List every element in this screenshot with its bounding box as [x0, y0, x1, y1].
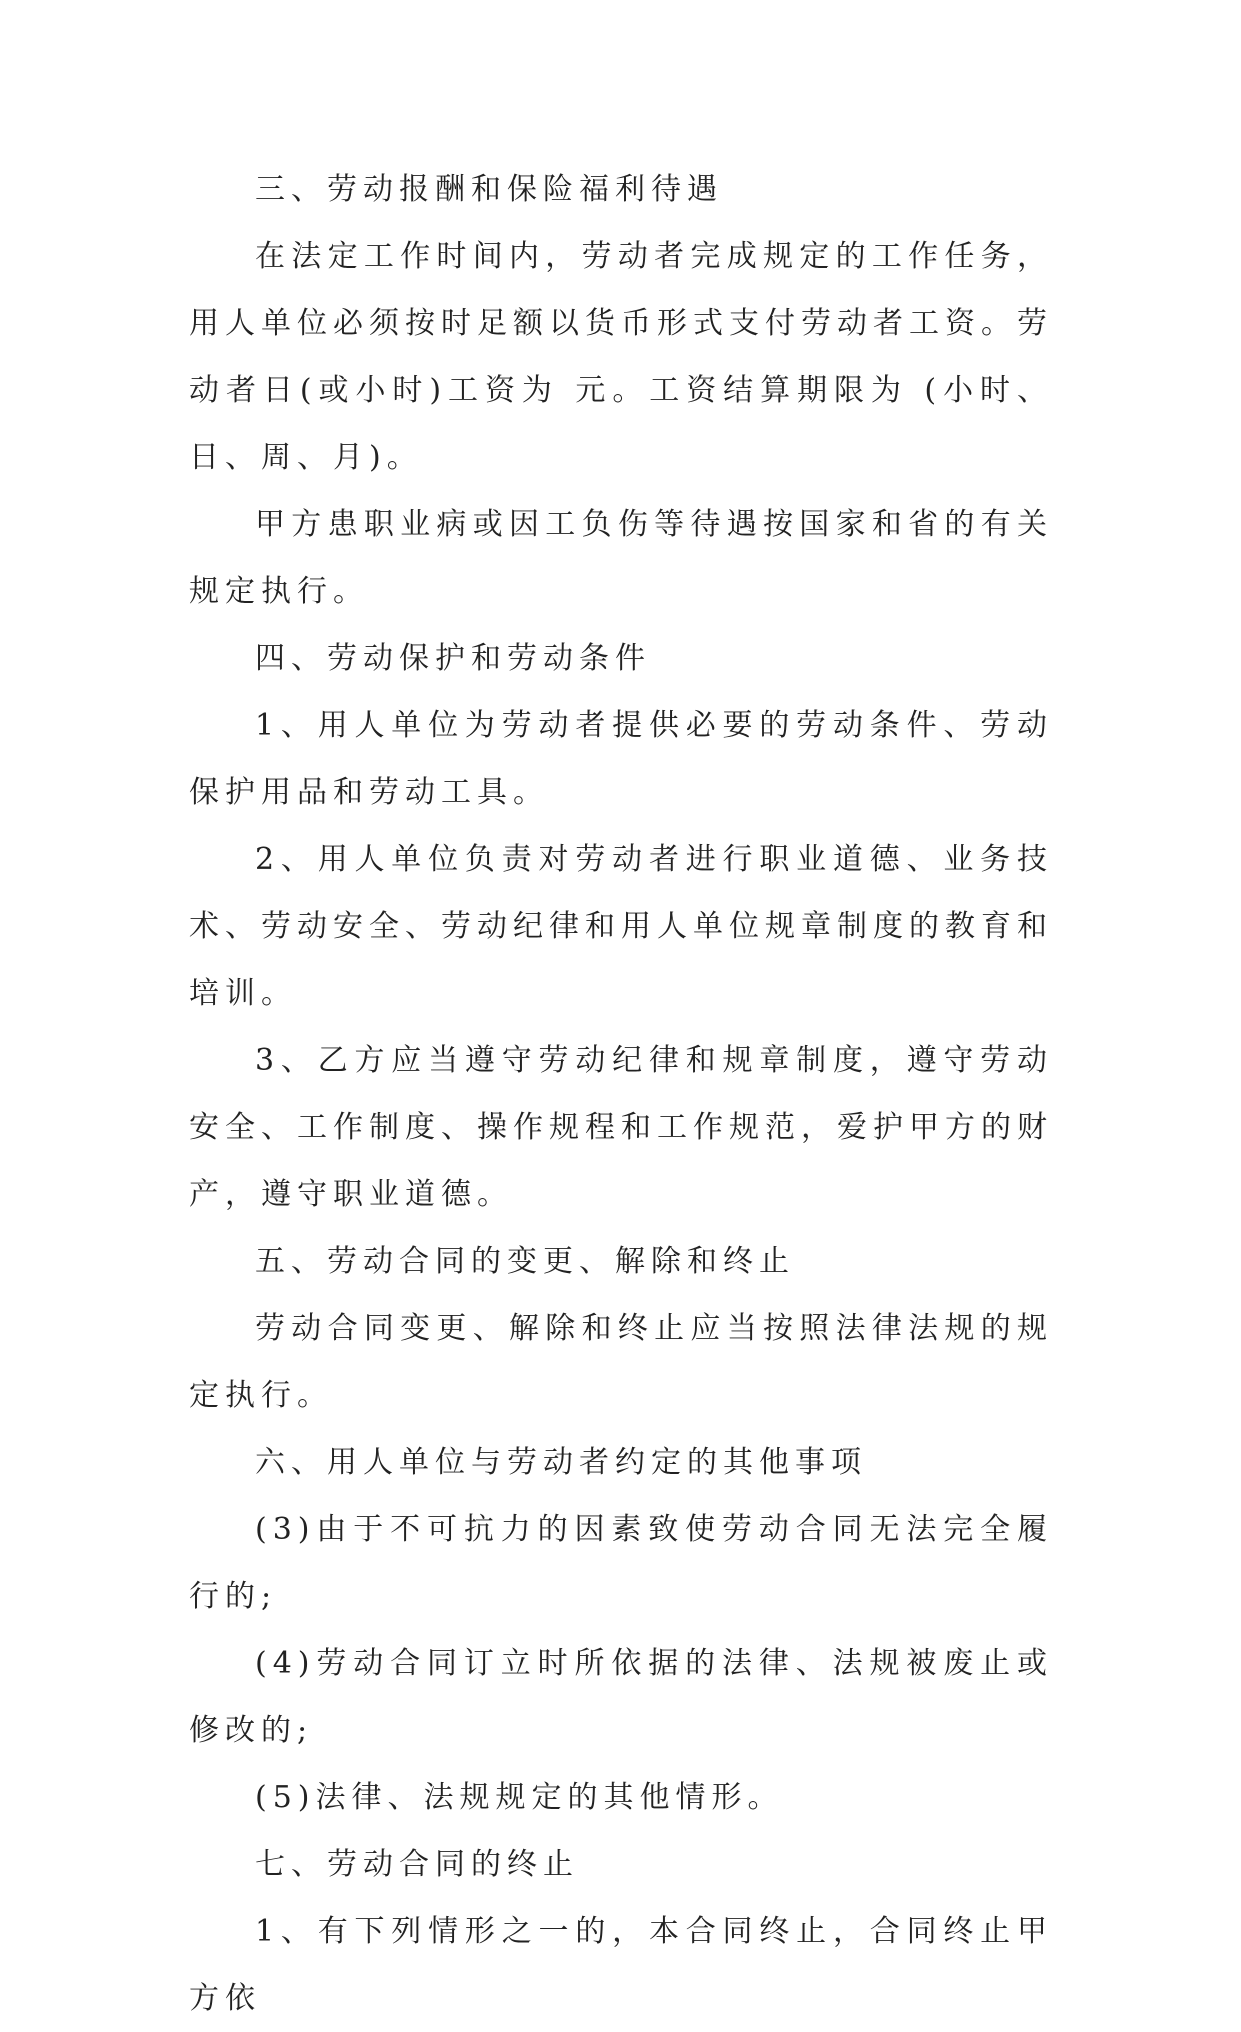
paragraph-contract-change: 劳动合同变更、解除和终止应当按照法律法规的规定执行。	[189, 1311, 1053, 1413]
paragraph-termination-item-1: 1、有下列情形之一的，本合同终止，合同终止甲方依	[189, 1914, 1053, 2016]
section-heading-other-matters: 六、用人单位与劳动者约定的其他事项	[255, 1445, 867, 1480]
paragraph-item-3-discipline: 3、乙方应当遵守劳动纪律和规章制度，遵守劳动安全、工作制度、操作规程和工作规范，爱护甲方的财产，遵守职业道德。	[189, 1043, 1053, 1212]
document-body	[189, 156, 1053, 2032]
section-heading-contract-change: 五、劳动合同的变更、解除和终止	[255, 1244, 795, 1279]
paragraph-item-1-conditions: 1、用人单位为劳动者提供必要的劳动条件、劳动保护用品和劳动工具。	[189, 708, 1053, 810]
paragraph-item-3-force-majeure: (3)由于不可抗力的因素致使劳动合同无法完全履行的;	[189, 1512, 1053, 1614]
paragraph-wage-payment: 在法定工作时间内，劳动者完成规定的工作任务，用人单位必须按时足额以货币形式支付劳动者工资。劳动者日(或小时)工资为 元。工资结算期限为 (小时、日、周、月)。	[189, 239, 1053, 475]
paragraph-occupational-injury: 甲方患职业病或因工负伤等待遇按国家和省的有关规定执行。	[189, 507, 1053, 609]
paragraph-item-2-training: 2、用人单位负责对劳动者进行职业道德、业务技术、劳动安全、劳动纪律和用人单位规章制度的教育和培训。	[189, 842, 1053, 1011]
paragraph-item-5-other-cases: (5)法律、法规规定的其他情形。	[255, 1780, 784, 1815]
section-heading-labor-protection: 四、劳动保护和劳动条件	[255, 641, 651, 676]
section-heading-contract-termination: 七、劳动合同的终止	[255, 1847, 579, 1882]
section-heading-labor-pay: 三、劳动报酬和保险福利待遇	[255, 172, 723, 207]
paragraph-item-4-law-repealed: (4)劳动合同订立时所依据的法律、法规被废止或修改的;	[189, 1646, 1053, 1748]
